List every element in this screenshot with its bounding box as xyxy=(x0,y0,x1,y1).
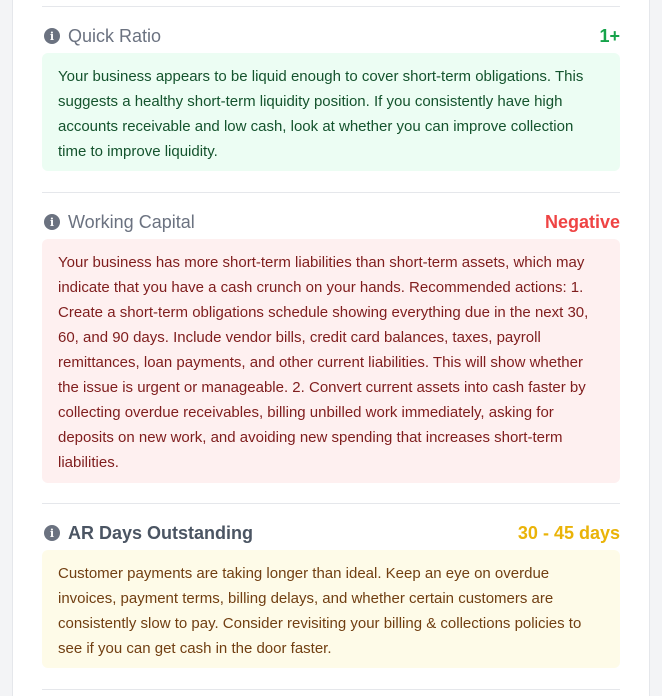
working-capital-header xyxy=(42,210,620,234)
info-icon[interactable]: i xyxy=(44,525,60,541)
quick-ratio-title: Quick Ratio xyxy=(68,25,162,46)
divider xyxy=(42,503,620,504)
quick-ratio-description: Your business appears to be liquid enough to cover short-term obligations. This suggests a healthy short-term liquidity position. If you consistently have high accounts receivable and low cash, look at whether you can improve collection time to improve liquidity. xyxy=(42,53,620,171)
info-icon[interactable]: i xyxy=(44,28,60,44)
ar-days-header xyxy=(42,521,620,545)
ar-days-value: 30 - 45 days xyxy=(517,522,620,543)
divider xyxy=(42,689,620,690)
ar-days-title: AR Days Outstanding xyxy=(68,522,254,543)
info-icon[interactable]: i xyxy=(44,214,60,230)
working-capital-value: Negative xyxy=(544,211,620,232)
divider xyxy=(42,192,620,193)
divider xyxy=(42,6,620,7)
ar-days-description: Customer payments are taking longer than ideal. Keep an eye on overdue invoices, payment terms, billing delays, and whether certain customers are consistently slow to pay. Consider revisiting your billing & collections policies to see if you can get cash in the door faster. xyxy=(42,550,620,668)
quick-ratio-value: 1+ xyxy=(599,25,620,46)
quick-ratio-header xyxy=(42,24,620,48)
working-capital-title: Working Capital xyxy=(68,211,195,232)
working-capital-description: Your business has more short-term liabilities than short-term assets, which may indicate that you have a cash crunch on your hands. Recommended actions: 1. Create a short-term obligations schedule showing everything due in the next 30, 60, and 90 days. Include vendor bills, credit card balances, taxes, payroll remittances, loan payments, and other current liabilities. This will show whether the issue is urgent or manageable. 2. Convert current assets into cash faster by collecting overdue receivables, billing unbilled work immediately, asking for deposits on new work, and avoiding new spending that increases short-term liabilities. xyxy=(42,239,620,483)
